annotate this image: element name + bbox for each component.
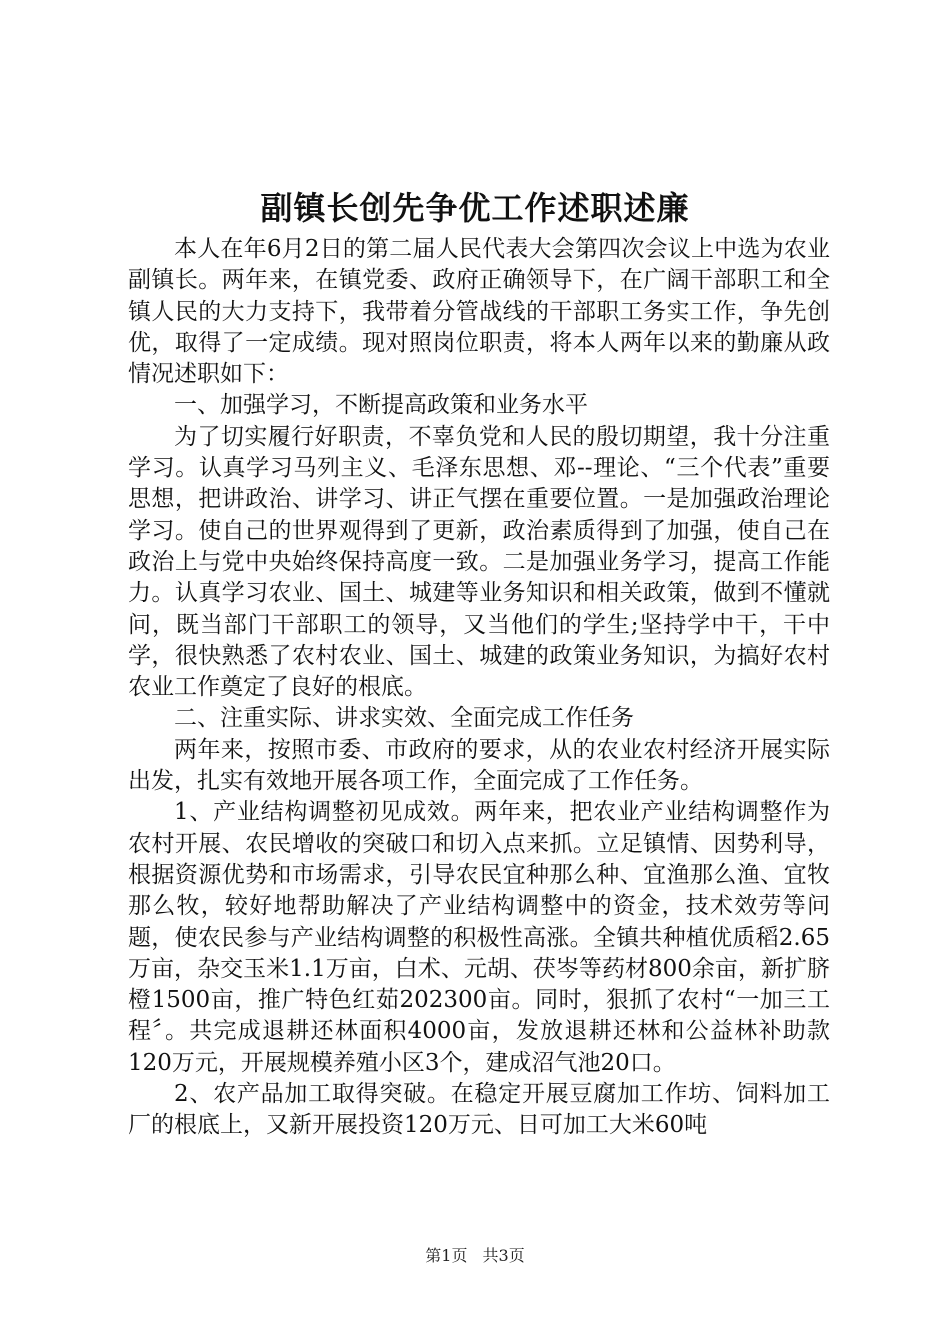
section-heading-1: 一、加强学习，不断提高政策和业务水平 bbox=[174, 392, 588, 419]
paragraph-overview: 两年来，按照市委、市政府的要求，从的农业农村经济开展实际出发，扎实有效地开展各项工作，全面完成了工作任务。 bbox=[128, 736, 830, 795]
page-total: 共3页 bbox=[482, 1246, 525, 1265]
page-number: 第1页 bbox=[425, 1246, 468, 1265]
paragraph-processing: 2、农产品加工取得突破。在稳定开展豆腐加工作坊、饲料加工厂的根底上，又新开展投资120万元、日可加工大米60吨 bbox=[128, 1081, 830, 1139]
paragraph-industry: 1、产业结构调整初见成效。两年来，把农业产业结构调整作为农村开展、农民增收的突破口和切入点来抓。立足镇情、因势利导，根据资源优势和市场需求，引导农民宜种那么种、宜渔那么渔、宜牧那么牧，较好地帮助解决了产业结构调整中的资金，技术效劳等问题，使农民参与产业结构调整的积极性高涨。全镇共种植优质稻2.65万亩，杂交玉米1.1万亩，白术、元胡、茯岑等药材800余亩，新扩脐橙1500亩，推广特色红茹202300亩。同时，狠抓了农村“一加三工程〞。共完成退耕还林面积4000亩，发放退耕还林和公益林补助款120万元，开展规模养殖小区3个，建成沼气池20口。 bbox=[128, 799, 830, 1076]
page-footer bbox=[0, 1244, 950, 1268]
section-heading-2: 二、注重实际、讲求实效、全面完成工作任务 bbox=[174, 705, 634, 732]
document-title: 副镇长创先争优工作述职述廉 bbox=[260, 189, 690, 227]
document-body bbox=[128, 234, 830, 1142]
paragraph-study: 为了切实履行好职责，不辜负党和人民的殷切期望，我十分注重学习。认真学习马列主义、毛泽东思想、邓--理论、“三个代表”重要思想，把讲政治、讲学习、讲正气摆在重要位置。一是加强政治理论学习。使自己的世界观得到了更新，政治素质得到了加强，使自己在政治上与党中央始终保持高度一致。二是加强业务学习，提高工作能力。认真学习农业、国土、城建等业务知识和相关政策，做到不懂就问，既当部门干部职工的领导，又当他们的学生;坚持学中干，干中学，很快熟悉了农村农业、国土、城建的政策业务知识，为搞好农村农业工作奠定了良好的根底。 bbox=[128, 423, 830, 701]
paragraph-intro: 本人在年6月2日的第二届人民代表大会第四次会议上中选为农业副镇长。两年来，在镇党委、政府正确领导下，在广阔干部职工和全镇人民的大力支持下，我带着分管战线的干部职工务实工作，争先创优，取得了一定成绩。现对照岗位职责，将本人两年以来的勤廉从政情况述职如下： bbox=[128, 236, 830, 388]
